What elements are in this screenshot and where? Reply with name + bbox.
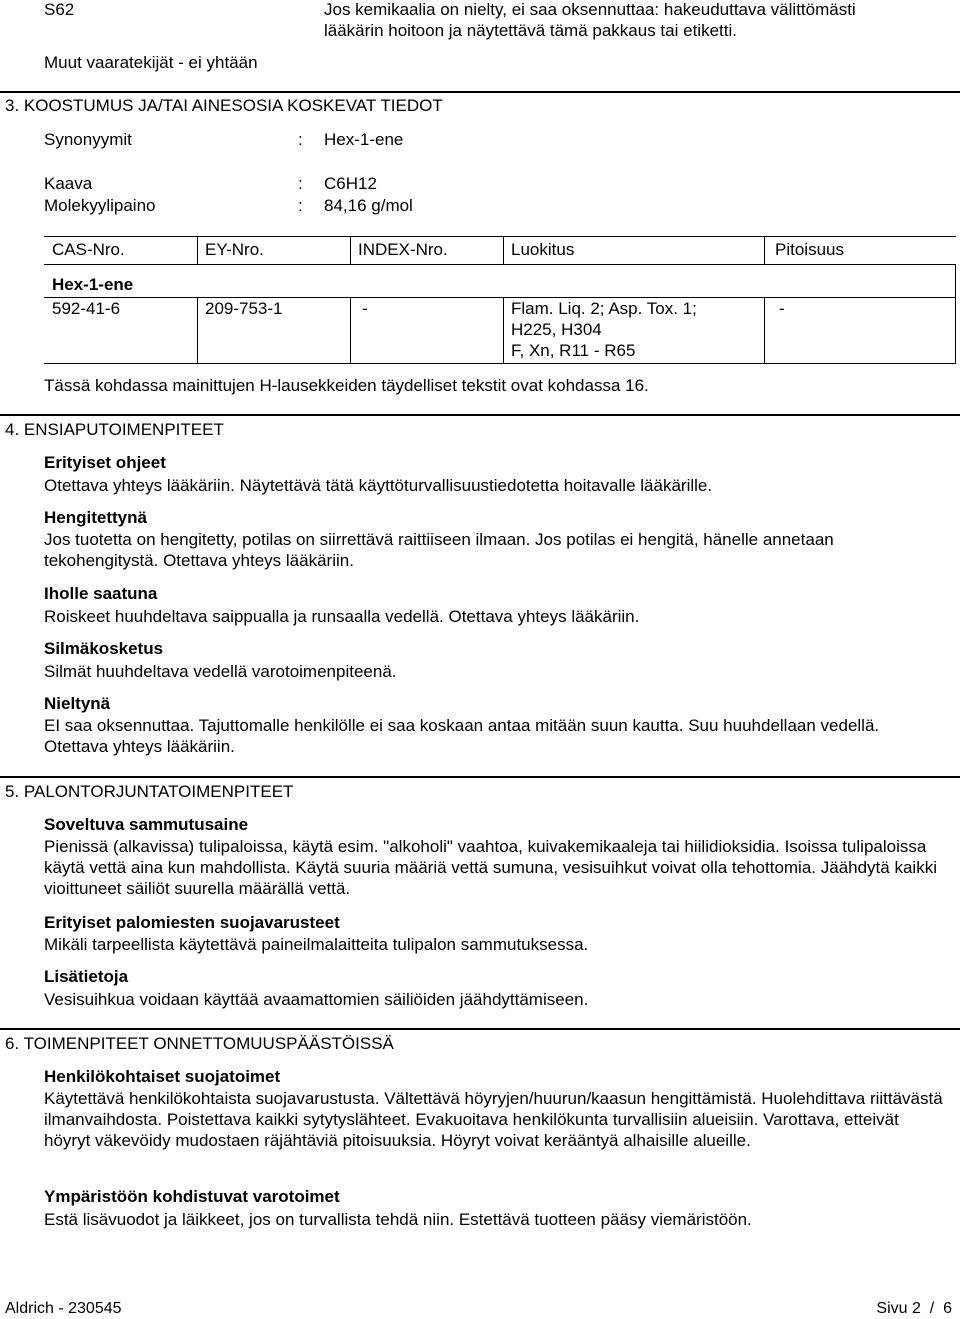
section-rule — [0, 776, 960, 778]
prop-label-formula: Kaava — [44, 174, 93, 193]
cell-classification-line1: Flam. Liq. 2; Asp. Tox. 1; — [511, 299, 697, 318]
section-3-title: 3. KOOSTUMUS JA/TAI AINESOSIA KOSKEVAT TIEDOT — [5, 96, 443, 115]
special-instructions-text: Otettava yhteys lääkäriin. Näytettävä tätä käyttöturvallisuustiedotetta hoitavalle lääkärille. — [44, 476, 713, 495]
eye-contact-heading: Silmäkosketus — [44, 639, 164, 658]
cell-concentration: - — [779, 299, 785, 318]
cell-classification-line3: F, Xn, R11 - R65 — [511, 341, 636, 360]
eye-contact-text: Silmät huuhdeltava vedellä varotoimenpiteenä. — [44, 662, 397, 681]
extinguishing-media-heading: Soveltuva sammutusaine — [44, 815, 249, 834]
table-border — [350, 297, 351, 363]
prop-colon: : — [298, 174, 303, 193]
col-header-cas: CAS-Nro. — [52, 240, 125, 259]
table-border — [197, 236, 198, 264]
prop-colon: : — [298, 196, 303, 215]
component-name: Hex-1-ene — [52, 275, 134, 294]
table-border — [764, 236, 765, 264]
table-border — [44, 363, 956, 364]
further-info-heading: Lisätietoja — [44, 967, 129, 986]
further-info-text: Vesisuihkua voidaan käyttää avaamattomien säiliöiden jäähdyttämiseen. — [44, 990, 589, 1009]
ingestion-text: EI saa oksennuttaa. Tajuttomalle henkilölle ei saa koskaan antaa mitään suun kautta. Suu huuhdellaan vedellä. Otettava yhteys lääkäriin. — [44, 716, 880, 756]
col-header-classification: Luokitus — [511, 240, 575, 259]
section-5-title: 5. PALONTORJUNTATOIMENPITEET — [5, 782, 294, 801]
extinguishing-media-text: Pienissä (alkavissa) tulipaloissa, käytä esim. "alkoholi" vaahtoa, kuivakemikaaleja tai hiilidioksidia. Isoissa tulipaloissa käytä vettä aina kun mahdollista. Käytä suuria määriä vettä sumuna, vesisuihkut voivat olla tehottomia. Jäähdytä kaikki vioittuneet säiliöt suurella määrällä vettä. — [44, 837, 937, 898]
col-header-index: INDEX-Nro. — [358, 240, 448, 259]
col-header-concentration: Pitoisuus — [775, 240, 844, 259]
cell-ey: 209-753-1 — [205, 299, 283, 318]
personal-precautions-text: Käytettävä henkilökohtaista suojavarustusta. Vältettävä höyryjen/huurun/kaasun hengittämistä. Huolehdittava riittävästä ilmanvaihdosta. Poistettava kaikki sytytyslähteet. Evakuoitava henkilökunta turvallisiin alueisiin. Varottava, etteivät höyryt väkevöidy mudostaen räjähtäviä pitoisuuksia. Höyryt voivat kerääntyä alhaisille alueille. — [44, 1089, 943, 1150]
other-hazards: Muut vaaratekijät - ei yhtään — [44, 53, 258, 72]
environmental-precautions-text: Estä lisävuodot ja läikkeet, jos on turvallista tehdä niin. Estettävä tuotteen pääsy viemäristöön. — [44, 1210, 752, 1229]
prop-label-mw: Molekyylipaino — [44, 196, 156, 215]
firefighter-equipment-text: Mikäli tarpeellista käytettävä paineilmalaitteita tulipalon sammutuksessa. — [44, 935, 589, 954]
cell-cas: 592-41-6 — [52, 299, 121, 318]
statement-text-line2: lääkärin hoitoon ja näytettävä tämä pakkaus tai etiketti. — [324, 21, 737, 40]
skin-contact-heading: Iholle saatuna — [44, 584, 158, 603]
prop-value-mw: 84,16 g/mol — [324, 196, 413, 215]
personal-precautions-heading: Henkilökohtaiset suojatoimet — [44, 1067, 281, 1086]
statement-code: S62 — [44, 0, 75, 19]
table-border — [350, 236, 351, 264]
special-instructions-heading: Erityiset ohjeet — [44, 453, 166, 472]
section-6-title: 6. TOIMENPITEET ONNETTOMUUSPÄÄSTÖISSÄ — [5, 1034, 394, 1053]
table-border — [503, 236, 504, 264]
section-rule — [0, 91, 960, 93]
table-border — [44, 236, 956, 237]
ingestion-heading: Nieltynä — [44, 694, 111, 713]
environmental-precautions-heading: Ympäristöön kohdistuvat varotoimet — [44, 1187, 340, 1206]
cell-classification-line2: H225, H304 — [511, 320, 602, 339]
h-statements-note: Tässä kohdassa mainittujen H-lausekkeiden täydelliset tekstit ovat kohdassa 16. — [44, 376, 649, 395]
prop-label-synonyms: Synonyymit — [44, 130, 132, 149]
prop-colon: : — [298, 130, 303, 149]
table-border — [44, 264, 956, 265]
table-border — [197, 297, 198, 363]
table-border — [44, 297, 956, 298]
section-rule — [0, 414, 960, 416]
prop-value-synonyms: Hex-1-ene — [324, 130, 404, 149]
table-border — [955, 297, 956, 363]
footer-product-code: Aldrich - 230545 — [5, 1300, 122, 1317]
section-rule — [0, 1028, 960, 1030]
table-border — [764, 297, 765, 363]
table-border — [955, 264, 956, 297]
section-4-title: 4. ENSIAPUTOIMENPITEET — [5, 420, 224, 439]
prop-value-formula: C6H12 — [324, 174, 377, 193]
inhalation-text: Jos tuotetta on hengitetty, potilas on siirrettävä raittiiseen ilmaan. Jos potilas ei hengitä, hänelle annetaan tekohengitystä. Otettava yhteys lääkäriin. — [44, 530, 834, 570]
skin-contact-text: Roiskeet huuhdeltava saippualla ja runsaalla vedellä. Otettava yhteys lääkäriin. — [44, 607, 640, 626]
firefighter-equipment-heading: Erityiset palomiesten suojavarusteet — [44, 913, 340, 932]
cell-index: - — [362, 299, 368, 318]
footer-page-number: Sivu 2 / 6 — [876, 1300, 952, 1317]
col-header-ey: EY-Nro. — [205, 240, 264, 259]
inhalation-heading: Hengitettynä — [44, 508, 147, 527]
table-border — [503, 297, 504, 363]
statement-text-line1: Jos kemikaalia on nielty, ei saa oksennuttaa: hakeuduttava välittömästi — [324, 0, 856, 19]
